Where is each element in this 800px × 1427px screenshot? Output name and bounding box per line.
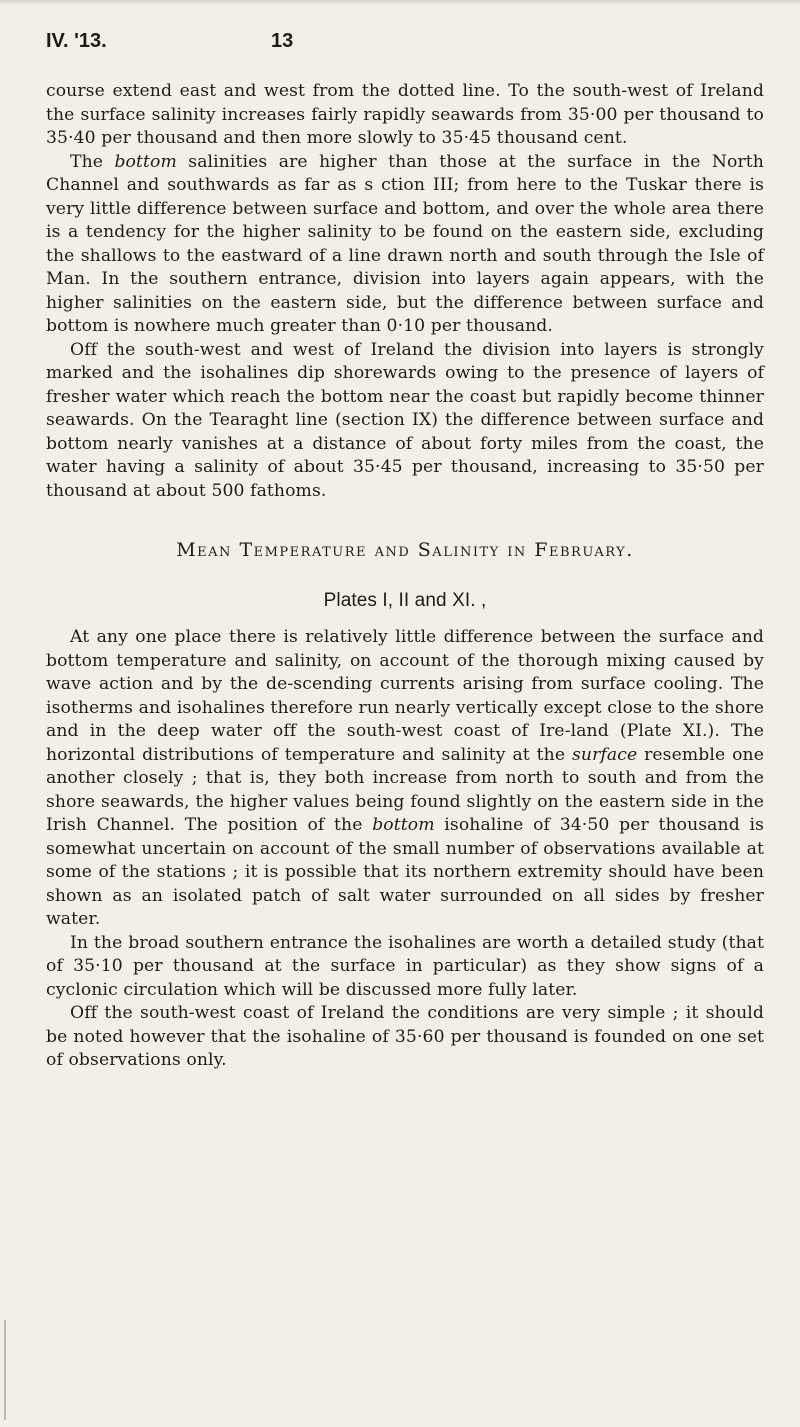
plates-reference: Plates I, II and XI. , [323,589,487,611]
emphasis-bottom: bottom [372,815,435,835]
paragraph-southwest-ireland: Off the south-west and west of Ireland the division into layers is strongly marked and the isohalines dip shorewards owing to the presence of layers of fresher water which reach the bottom near the coast but rapidly become thinner seawards. On the Tearaght line (section IX) the difference between surface and bottom nearly vanishes at a distance of about forty miles from the coast, the water having a salinity of about 35·45 per thousand, increasing to 35·50 per thousand at about 500 fathoms. [46,339,764,501]
text-run: isohaline of 34·50 per thousand is somewhat uncertain on account of the small number of observations available at some of the stations ; it is possible that its northern extremity should have been shown as an isolated patch of salt water surrounded on all sides by fresher water. [46,815,765,929]
document-page [46,28,764,1073]
header-volume: IV. '13. [46,30,107,52]
paragraph-continuation: course extend east and west from the dotted line. To the south-west of Ireland the surface salinity increases fairly rapidly seawards from 35·00 per thousand to 35·40 per thousand and then more slowly to 35·45 thousand cent. [46,81,764,148]
body-text [46,80,764,1073]
section-heading: Mean Temperature and Salinity in February. [176,539,634,561]
text-run: At any one place there is relatively little difference between the surface and bottom temperature and salinity, on account of the thorough mixing caused by wave action and by the de-scending currents arising from surface cooling. The isotherms and isohalines therefore run nearly vertically except close to the shore and in the deep water off the south-west coast of Ire-land (Plate XI.). The horizontal distributions of temperature and salinity at the [46,627,764,765]
paragraph-final: Off the south-west coast of Ireland the conditions are very simple ; it should be noted however that the isohaline of 35·60 per thousand is founded on one set of observations only. [46,1003,764,1070]
emphasis-surface: surface [572,744,638,765]
paragraph-bottom-salinities [46,151,764,339]
running-header [46,28,764,80]
page-top-edge [0,0,800,6]
page-number: 13 [271,30,294,52]
paragraph-southern-entrance: In the broad southern entrance the isohalines are worth a detailed study (that of 35·10 per thousand at the surface in particular) as they show signs of a cyclonic circulation which will be discussed more fully later. [46,932,764,1000]
paragraph-mixing [46,626,764,932]
scan-margin-mark [4,1320,6,1420]
emphasis-bottom: bottom [114,151,177,172]
text-run: salinities are higher than those at the surface in the North Channel and southwards as far as s ction III; from here to the Tuskar there is very little difference between surface and bottom, and over the whole area there is a tendency for the higher salinity to be found on the eastern side, excluding the shallows to the eastward of a line drawn north and south through the Isle of Man. In the southern entrance, division into layers again appears, with the higher salinities on the eastern side, but the difference between surface and bottom is nowhere much greater than 0·10 per thousand. [46,151,764,336]
text-run: The [70,151,115,172]
text-run: resemble one another closely ; that is, they both increase from north to south and from the shore seawards, the higher values being found slightly on the eastern side in the Irish Channel. The position of the [46,744,764,835]
